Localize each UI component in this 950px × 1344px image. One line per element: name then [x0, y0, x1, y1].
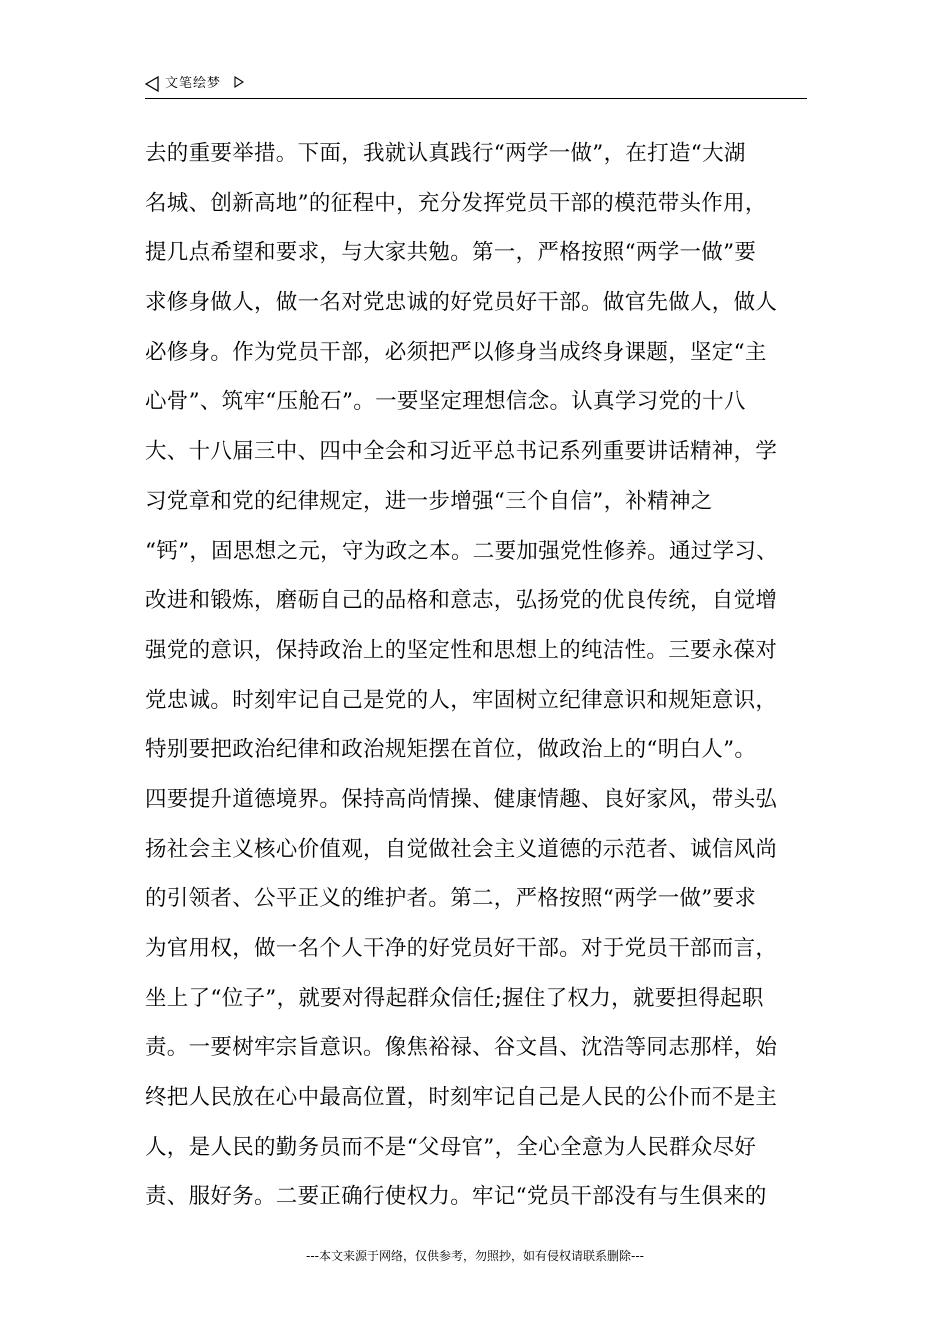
text-line: 提几点希望和要求，与大家共勉。第一，严格按照“两学一做”要 — [145, 240, 757, 266]
text-line: 大、十八届三中、四中全会和习近平总书记系列重要讲话精神，学 — [145, 439, 778, 465]
text-line: 名城、创新高地”的征程中，充分发挥党员干部的模范带头作用， — [145, 190, 767, 216]
text-line: “钙”，固思想之元，守为政之本。二要加强党性修养。通过学习、 — [145, 538, 778, 564]
text-line: 心骨”、筑牢“压舱石”。一要坚定理想信念。认真学习党的十八 — [145, 389, 746, 415]
text-line: 改进和锻炼，磨砺自己的品格和意志，弘扬党的优良传统，自觉增 — [145, 588, 778, 614]
text-line: 责。一要树牢宗旨意识。像焦裕禄、谷文昌、沈浩等同志那样，始 — [145, 1035, 778, 1061]
text-line: 扬社会主义核心价值观，自觉做社会主义道德的示范者、诚信风尚 — [145, 836, 778, 862]
text-line: 习党章和党的纪律规定，进一步增强“三个自信”，补精神之 — [145, 488, 713, 514]
text-line: 四要提升道德境界。保持高尚情操、健康情趣、良好家风，带头弘 — [145, 786, 778, 812]
text-line: 为官用权，做一名个人干净的好党员好干部。对于党员干部而言， — [145, 936, 778, 961]
text-line: 党忠诚。时刻牢记自己是党的人，牢固树立纪律意识和规矩意识， — [145, 687, 778, 713]
triangle-left-icon — [145, 76, 159, 92]
text-line: 强党的意识，保持政治上的坚定性和思想上的纯洁性。三要永葆对 — [145, 637, 778, 663]
text-line: 人，是人民的勤务员而不是“父母官”，全心全意为人民群众尽好 — [145, 1134, 757, 1160]
text-line: 去的重要举措。下面，我就认真践行“两学一做”，在打造“大湖 — [145, 141, 746, 166]
text-line: 责、服好务。二要正确行使权力。牢记“党员干部没有与生俱来的 — [145, 1184, 767, 1210]
page-header — [145, 72, 807, 99]
text-line: 终把人民放在心中最高位置，时刻牢记自己是人民的公仆而不是主 — [145, 1085, 778, 1111]
text-line: 的引领者、公平正义的维护者。第二，严格按照“两学一做”要求 — [145, 886, 757, 912]
text-line: 坐上了“位子”，就要对得起群众信任;握住了权力，就要担得起职 — [145, 985, 764, 1011]
text-line: 特别要把政治纪律和政治规矩摆在首位，做政治上的“明白人”。 — [145, 737, 757, 763]
text-line: 求修身做人，做一名对党忠诚的好党员好干部。做官先做人，做人 — [145, 290, 778, 316]
footer-disclaimer: ---本文来源于网络，仅供参考，勿照抄，如有侵权请联系删除--- — [306, 1249, 644, 1263]
text-line: 必修身。作为党员干部，必须把严以修身当成终身课题，坚定“主 — [145, 339, 767, 365]
body-text — [145, 129, 815, 1222]
triangle-right-icon — [234, 76, 244, 88]
header-title: 文笔绘梦 — [165, 76, 222, 91]
